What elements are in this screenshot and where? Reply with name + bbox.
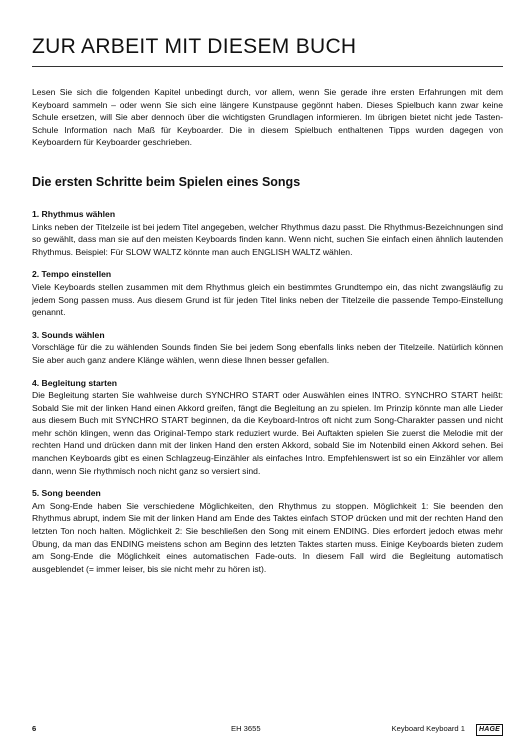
title-rule [32,66,503,67]
section-heading: 3. Sounds wählen [32,329,105,340]
section-text: Viele Keyboards stellen zusammen mit dem Rhythmus gleich ein bestimmtes Grundtempo ein, das nicht zwangsläufig zu jedem Song passen muss. Aus diesem Grund ist für jeden Titel links neben der Titelzeile die passende Tempo-Einstellung genannt. [32,281,503,318]
publisher-logo: HAGE [476,724,503,736]
section-song-beenden [32,487,503,575]
page-title: ZUR ARBEIT MIT DIESEM BUCH [32,35,357,58]
page-number: 6 [32,724,37,733]
section-sounds [32,329,503,367]
section-text: Die Begleitung starten Sie wahlweise durch SYNCHRO START oder Auswählen eines INTRO. SYNCHRO START heißt: Sobald Sie mit der linken Hand einen Akkord greifen, fängt die Begleitung an zu spielen. Im Prinzip könnte man alle Lieder aus diesem Buch mit SYNCHRO START beginnen, da die Keyboard-Intros oft nicht zum Song-Charakter passen und nicht mehr schön klingen, wenn das Original-Tempo stark reduziert wurde. Bei Auftakten spielen Sie zuerst die Melodie mit der rechten Hand und drücken dann mit der linken Hand den ersten Akkord, sobald Sie im Notenbild einen Akkord sehen. Bei manchen Keyboards gibt es einen Schlagzeug-Einzähler als einfaches Intro. Empfehlenswert ist so ein Einzähler vor allem dann, wenn Sie rhythmisch noch nicht ganz so versiert sind. [32,390,503,476]
page-body [32,86,503,585]
section-heading: 1. Rhythmus wählen [32,208,116,219]
catalog-number: EH 3655 [231,724,261,733]
intro-paragraph: Lesen Sie sich die folgenden Kapitel unbedingt durch, vor allem, wenn Sie gerade ihre ersten Erfahrungen mit dem Keyboard sammeln – oder wenn Sie sich eine längere Kunstpause gegönnt haben. Dieses Spielbuch kann zwar keine Schule ersetzen, will Sie aber dennoch über die wichtigsten Grundlagen informieren. Im übrigen bietet nicht jede Tasten-Schule Information nach Maß für Keyboarder. Die in diesem Spielbuch enthaltenen Tipps wurden dagegen von Keyboardern für Keyboarder geschrieben. [32,87,503,148]
section-tempo [32,268,503,318]
series-title: Keyboard Keyboard 1 [391,724,465,733]
section-heading: 5. Song beenden [32,488,101,499]
section-text: Am Song-Ende haben Sie verschiedene Möglichkeiten, den Rhythmus zu stoppen. Möglichkeit 1: Sie beenden den Rhythmus abrupt, indem Sie mit der linken Hand am Ende des Taktes einfach STOP drücken und mit der rechten Hand den letzten Ton noch halten. Möglichkeit 2: Sie beschließen den Song mit einem ENDING. Dies erfordert jedoch etwas mehr Übung, da man das ENDING meistens schon am Beginn des letzten Taktes starten muss. Einige Keyboards bieten zudem am Song-Ende die Möglichkeit eines automatischen Fade-outs. In diesem Fall wird die Begleitung automatisch ausgeblendet (= immer leiser, bis sie nicht mehr zu hören ist). [32,500,503,574]
section-rhythmus [32,208,503,258]
section-text: Links neben der Titelzeile ist bei jedem Titel angegeben, welcher Rhythmus dazu passt. Die Rhythmus-Bezeichnungen sind so gewählt, dass man sie auf den meisten Keyboards finden kann. Wenn nicht, suchen Sie einfach einen ähnlich lautenden Rhythmus. Beispiel: Für SLOW WALTZ könnte man auch ENGLISH WALTZ wählen. [32,221,503,257]
main-heading: Die ersten Schritte beim Spielen eines Songs [32,174,301,189]
section-text: Vorschläge für die zu wählenden Sounds finden Sie bei jedem Song ebenfalls links neben der Titelzeile. Natürlich können Sie aber auch ganz andere Klänge wählen, wenn diese Ihnen besser gefallen. [32,342,503,365]
page-footer [32,722,503,736]
section-begleitung [32,377,503,478]
section-heading: 4. Begleitung starten [32,377,117,388]
section-heading: 2. Tempo einstellen [32,269,112,280]
